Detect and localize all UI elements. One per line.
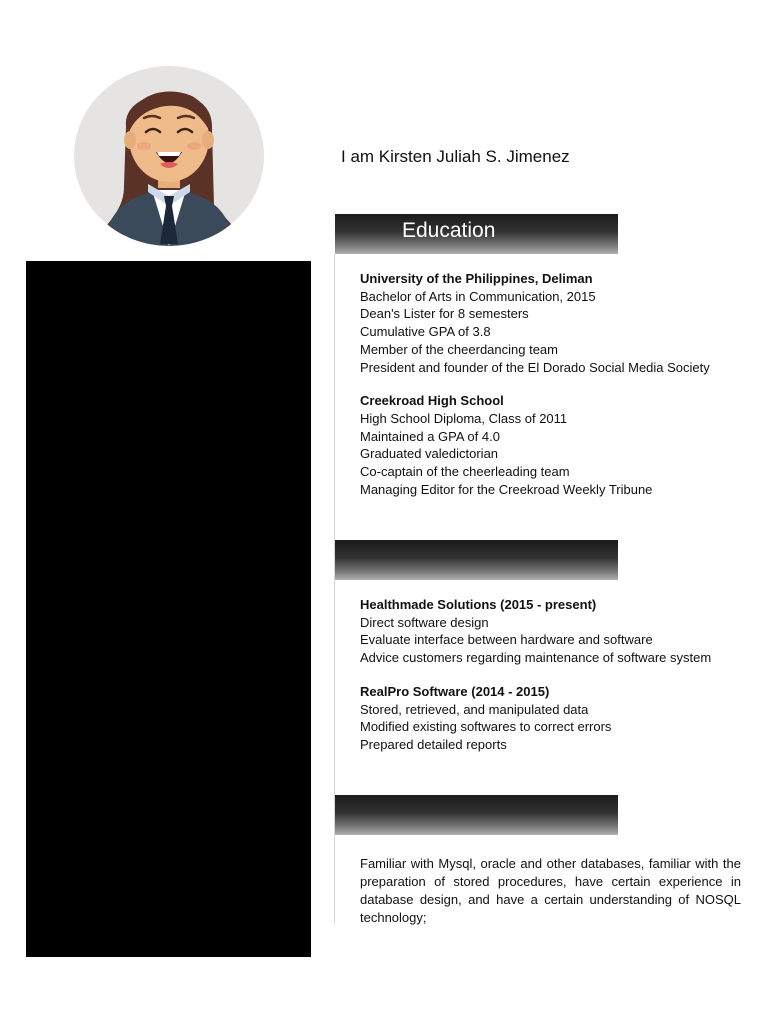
- entry-heading: Healthmade Solutions (2015 - present): [360, 597, 597, 612]
- education-title: Education: [402, 219, 496, 242]
- profile-name: I am Kirsten Juliah S. Jimenez: [341, 147, 570, 166]
- skills-banner: [335, 795, 618, 835]
- entry-line: Prepared detailed reports: [360, 736, 507, 752]
- entry-heading: RealPro Software (2014 - 2015): [360, 683, 550, 699]
- education-entry: [360, 270, 750, 376]
- skills-section: [360, 855, 750, 927]
- entry-line: Evaluate interface between hardware and software: [360, 632, 653, 648]
- education-section: [360, 270, 750, 514]
- sidebar-panel: [26, 261, 311, 957]
- experience-banner: [335, 540, 618, 580]
- entry-line: Member of the cheerdancing team: [360, 341, 558, 357]
- education-entry: [360, 392, 750, 498]
- experience-section: [360, 596, 750, 770]
- experience-entry: [360, 596, 750, 667]
- entry-line: Maintained a GPA of 4.0: [360, 428, 500, 444]
- entry-line: Co-captain of the cheerleading team: [360, 464, 570, 480]
- entry-line: Advice customers regarding maintenance of software system: [360, 650, 712, 666]
- entry-heading: University of the Philippines, Deliman: [360, 271, 593, 286]
- entry-line: Cumulative GPA of 3.8: [360, 324, 491, 340]
- entry-line: Dean's Lister for 8 semesters: [360, 306, 529, 322]
- entry-heading: Creekroad High School: [360, 393, 504, 409]
- avatar: [74, 66, 264, 246]
- entry-line: Graduated valedictorian: [360, 446, 499, 462]
- entry-line: President and founder of the El Dorado Social Media Society: [360, 359, 710, 375]
- entry-line: Direct software design: [360, 614, 489, 630]
- entry-line: Stored, retrieved, and manipulated data: [360, 701, 589, 717]
- experience-entry: [360, 683, 750, 754]
- entry-line: Managing Editor for the Creekroad Weekly Tribune: [360, 481, 653, 497]
- skills-paragraph: Familiar with Mysql, oracle and other databases, familiar with the preparation of stored procedures, have certain experience in database design, and have a certain understanding of NOSQL technology;: [360, 856, 741, 925]
- entry-line: Bachelor of Arts in Communication, 2015: [360, 288, 596, 304]
- education-banner: [335, 214, 618, 254]
- entry-line: High School Diploma, Class of 2011: [360, 410, 568, 426]
- entry-line: Modified existing softwares to correct errors: [360, 719, 612, 735]
- woman-avatar-icon: [74, 66, 264, 246]
